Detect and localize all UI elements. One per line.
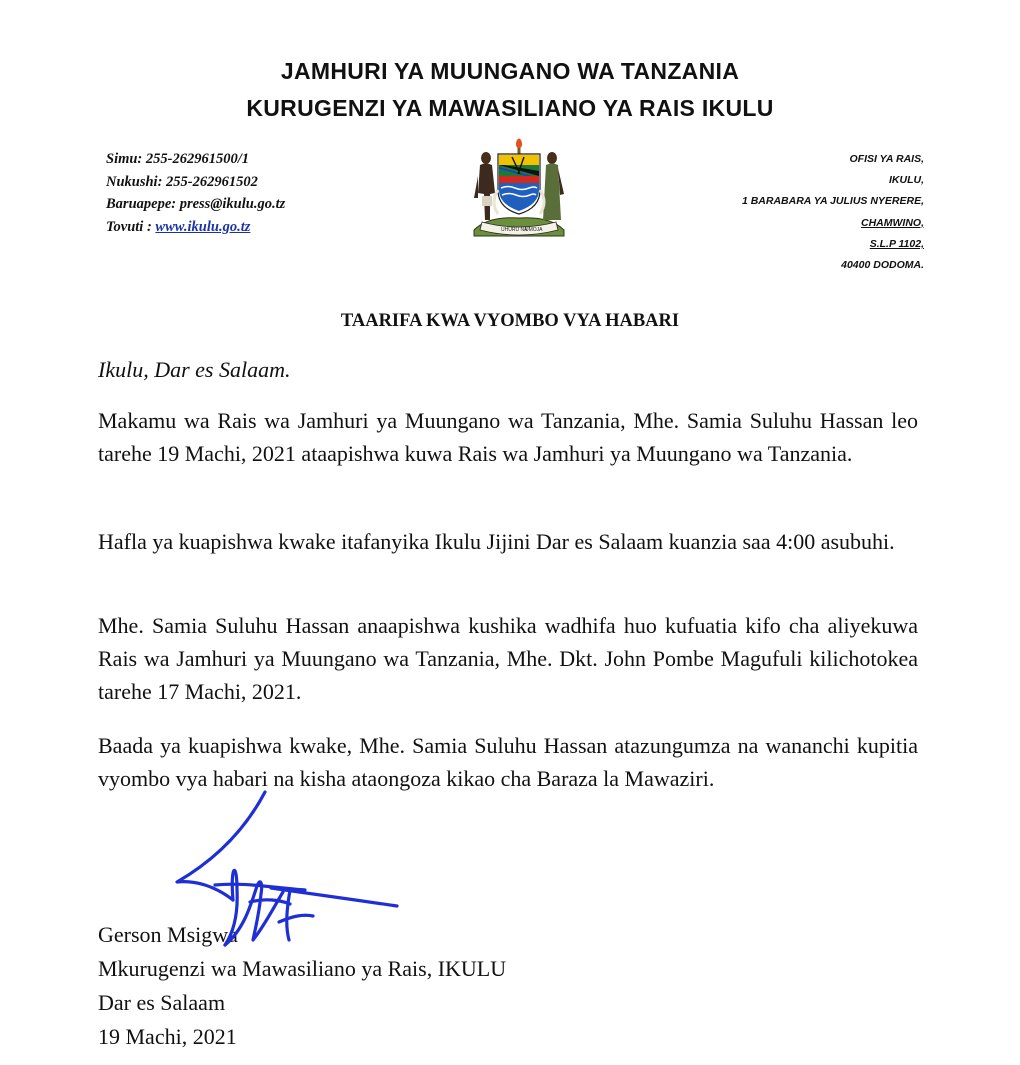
- contact-email: Baruapepe: press@ikulu.go.tz: [106, 196, 286, 212]
- emblem-motto-left: UHURU NA: [501, 227, 528, 233]
- address-line-2: IKULU,: [889, 174, 924, 187]
- document-place: Ikulu, Dar es Salaam.: [98, 357, 291, 382]
- paragraph-4: Baada ya kuapishwa kwake, Mhe. Samia Suluhu Hassan atazungumza na wananchi kupitia vyombo vya habari na kisha ataongoza kikao cha Baraza la Mawaziri.: [98, 733, 918, 791]
- contact-website: [106, 216, 406, 239]
- website-label: Tovuti :: [106, 218, 156, 235]
- signatory-name: Gerson Msigwa: [98, 922, 238, 947]
- address-line-4: CHAMWINO,: [861, 216, 924, 229]
- contact-fax: Nukushi: 255-262961502: [106, 173, 258, 190]
- paragraph-1: Makamu wa Rais wa Jamhuri ya Muungano wa Tanzania, Mhe. Samia Suluhu Hassan leo tarehe 19 Machi, 2021 ataapishwa kuwa Rais wa Jamhuri ya Muungano wa Tanzania.: [98, 408, 918, 466]
- contact-phone: Simu: 255-262961500/1: [106, 151, 249, 167]
- emblem-motto-right: UMOJA: [525, 227, 543, 233]
- website-link[interactable]: www.ikulu.go.tz: [155, 218, 251, 235]
- header-title-line-2: KURUGENZI YA MAWASILIANO YA RAIS IKULU: [246, 95, 774, 121]
- address-line-3: 1 BARABARA YA JULIUS NYERERE,: [741, 195, 924, 208]
- header-title-line-1: JAMHURI YA MUUNGANO WA TANZANIA: [280, 58, 740, 84]
- paragraph-2: Hafla ya kuapishwa kwake itafanyika Ikulu Jijini Dar es Salaam kuanzia saa 4:00 asubuhi.: [98, 529, 895, 554]
- handwritten-signature-icon: [175, 790, 410, 950]
- contact-block: [106, 148, 406, 238]
- document-title: TAARIFA KWA VYOMBO VYA HABARI: [340, 311, 680, 331]
- signatory-position: Mkurugenzi wa Mawasiliano ya Rais, IKULU: [98, 956, 507, 981]
- address-line-1: OFISI YA RAIS,: [849, 153, 924, 165]
- address-line-5: S.L.P 1102,: [869, 237, 924, 250]
- signatory-location: Dar es Salaam: [98, 990, 226, 1015]
- address-line-6: 40400 DODOMA.: [841, 259, 924, 272]
- paragraph-3: Mhe. Samia Suluhu Hassan anaapishwa kushika wadhifa huo kufuatia kifo cha aliyekuwa Rais wa Jamhuri ya Muungano wa Tanzania, Mhe. Dkt. John Pombe Magufuli kilichotokea tarehe 17 Machi, 2021.: [98, 613, 918, 704]
- address-block: [604, 149, 924, 276]
- tanzania-coat-of-arms-icon: [468, 138, 570, 244]
- signatory-date: 19 Machi, 2021: [98, 1024, 237, 1049]
